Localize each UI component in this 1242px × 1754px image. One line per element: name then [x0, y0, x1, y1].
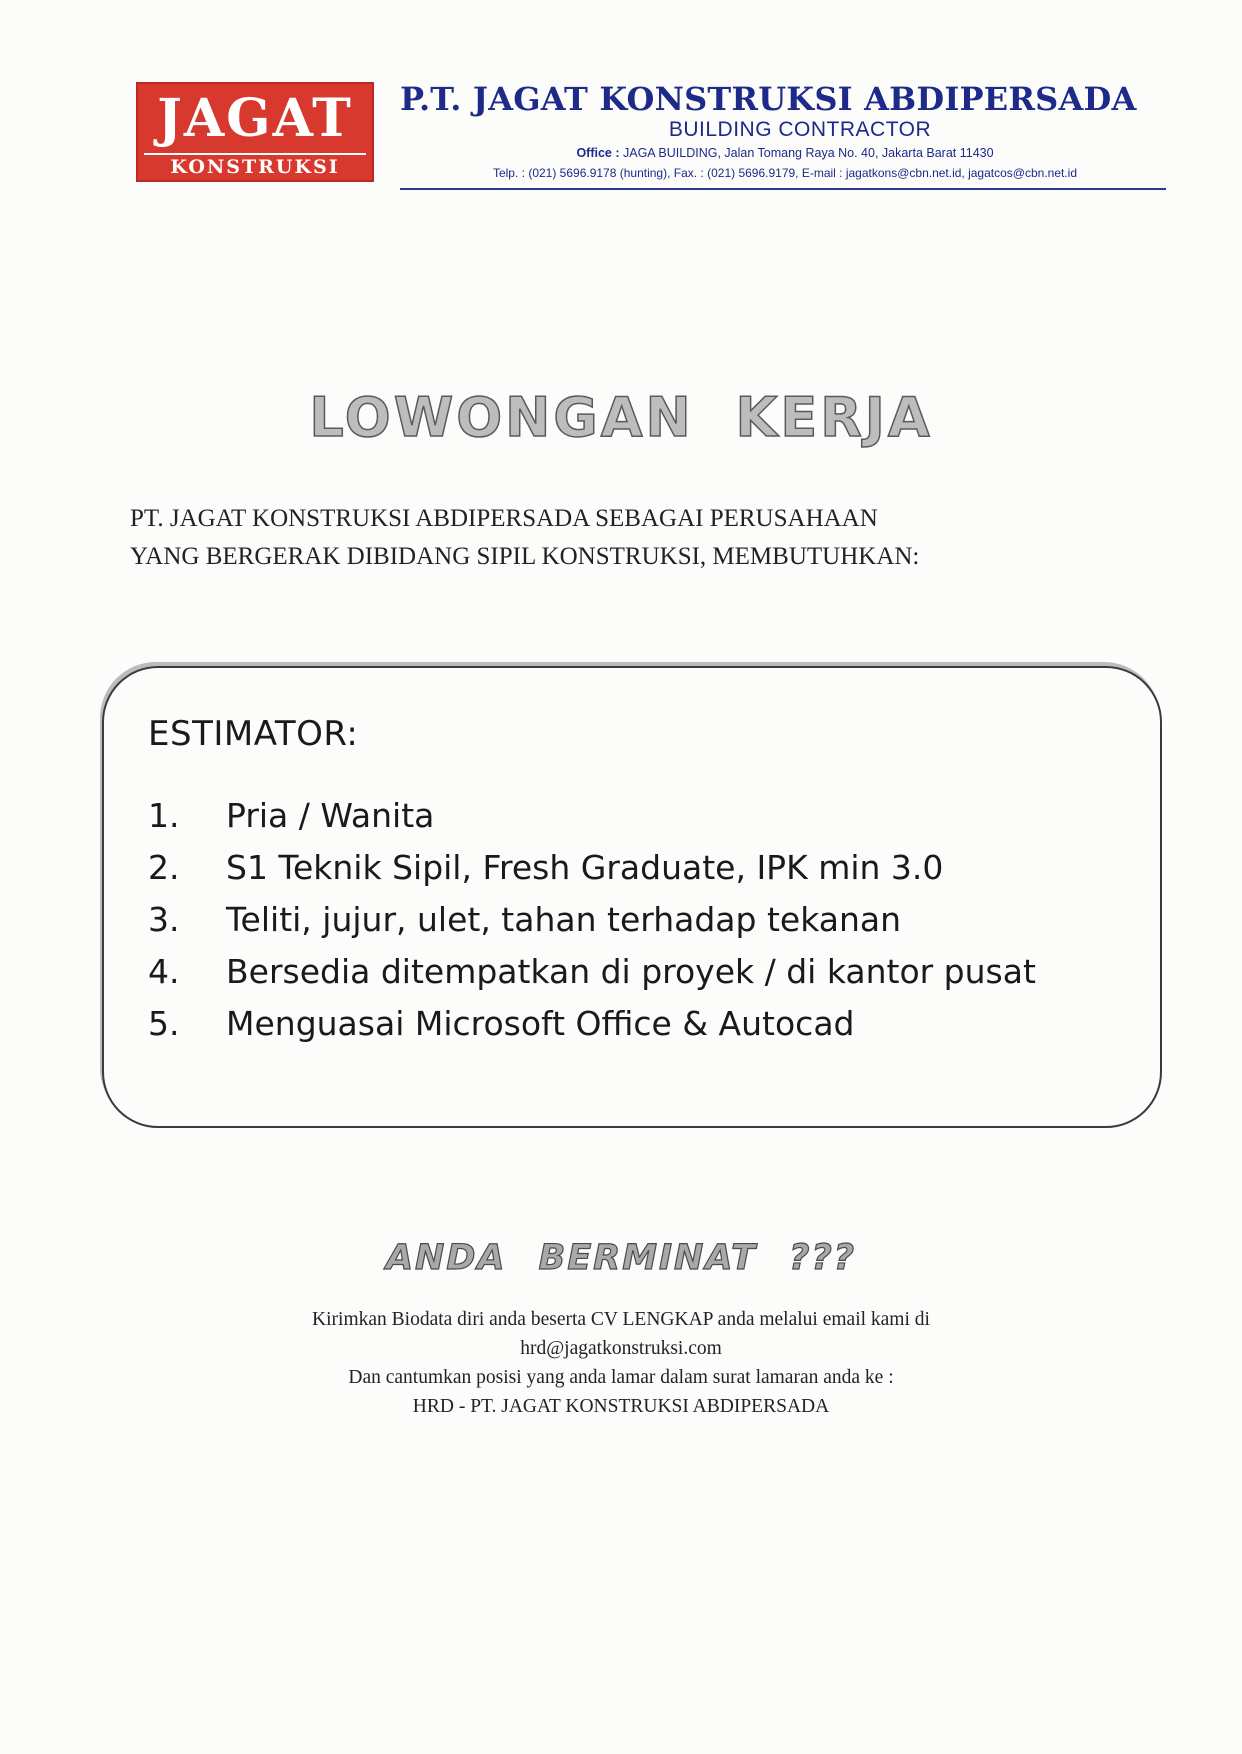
requirements-list: [148, 790, 1036, 1050]
requirement-number: 5.: [148, 1004, 180, 1043]
company-logo: [136, 82, 374, 182]
page-title: LOWONGAN KERJA: [309, 386, 933, 449]
requirement-item: [148, 842, 1036, 894]
office-address: [400, 146, 1170, 160]
intro-line-2: YANG BERGERAK DIBIDANG SIPIL KONSTRUKSI, MEMBUTUHKAN:: [130, 543, 920, 570]
contact-info: Telp. : (021) 5696.9178 (hunting), Fax. : (021) 5696.9179, E-mail : jagatkons@cbn.net.id, jagatcos@cbn.net.id: [492, 166, 1078, 180]
call-to-action-heading: ANDA BERMINAT ???: [385, 1238, 857, 1278]
requirement-text: Menguasai Microsoft Office & Autocad: [226, 1004, 855, 1043]
requirement-number: 3.: [148, 900, 180, 939]
letterhead-divider: [400, 188, 1166, 190]
job-position-title: ESTIMATOR:: [148, 714, 359, 754]
instructions-line-3: Dan cantumkan posisi yang anda lamar dalam surat lamaran anda ke :: [348, 1367, 894, 1388]
logo-main-text: JAGAT: [157, 88, 353, 149]
intro-paragraph: [130, 500, 1130, 576]
company-name: P.T. JAGAT KONSTRUKSI ABDIPERSADA: [400, 80, 1137, 118]
requirement-number: 4.: [148, 952, 180, 991]
instructions-line-4: HRD - PT. JAGAT KONSTRUKSI ABDIPERSADA: [412, 1396, 830, 1417]
office-address-text: JAGA BUILDING, Jalan Tomang Raya No. 40, Jakarta Barat 11430: [622, 146, 994, 160]
office-label: Office :: [576, 146, 620, 160]
requirement-text: Teliti, jujur, ulet, tahan terhadap tekanan: [226, 900, 902, 939]
application-email: hrd@jagatkonstruksi.com: [520, 1338, 722, 1359]
instructions-line-1: Kirimkan Biodata diri anda beserta CV LENGKAP anda melalui email kami di: [312, 1309, 930, 1330]
requirement-text: Bersedia ditempatkan di proyek / di kantor pusat: [226, 952, 1036, 991]
company-tagline: BUILDING CONTRACTOR: [668, 118, 932, 141]
requirement-number: 1.: [148, 796, 180, 835]
application-instructions: [0, 1305, 1242, 1421]
requirement-text: Pria / Wanita: [226, 796, 435, 835]
logo-sub-text: KONSTRUKSI: [170, 156, 340, 178]
requirement-number: 2.: [148, 848, 180, 887]
requirement-item: [148, 790, 1036, 842]
requirement-item: [148, 946, 1036, 998]
requirement-item: [148, 894, 1036, 946]
intro-line-1: PT. JAGAT KONSTRUKSI ABDIPERSADA SEBAGAI PERUSAHAAN: [130, 505, 878, 532]
logo-divider: [144, 153, 366, 155]
requirement-text: S1 Teknik Sipil, Fresh Graduate, IPK min 3.0: [226, 848, 944, 887]
requirement-item: [148, 998, 1036, 1050]
